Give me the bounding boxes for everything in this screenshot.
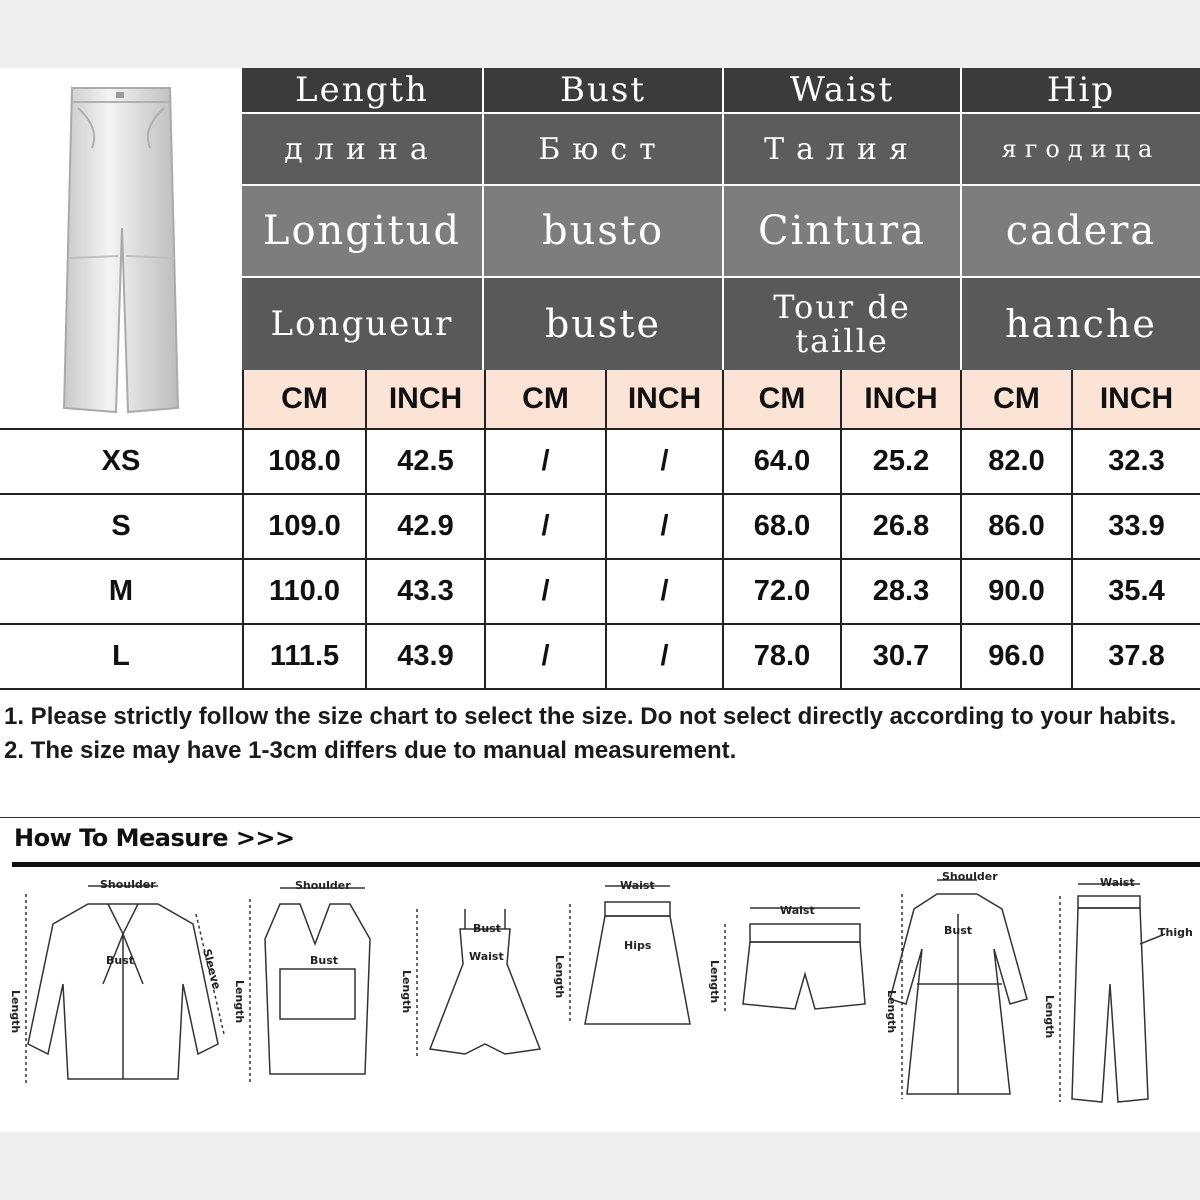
header-waist-en: Waist (724, 68, 962, 112)
header-row-english (242, 68, 1200, 112)
table-cell: 82.0 (960, 430, 1071, 493)
header-hip-fr: hanche (962, 278, 1200, 370)
header-bust-en: Bust (484, 68, 724, 112)
header-bust-ru: Бюст (484, 114, 724, 184)
tank-top-icon (233, 874, 390, 1114)
unit-cell: INCH (365, 370, 484, 428)
unit-cell: CM (242, 370, 365, 428)
thigh-label: Thigh (1158, 926, 1193, 939)
header-hip-es: cadera (962, 186, 1200, 276)
pants-icon (30, 78, 210, 418)
size-table (0, 428, 1200, 690)
unit-cell: INCH (840, 370, 960, 428)
divider (0, 817, 1200, 818)
header-row-russian (242, 114, 1200, 184)
table-cell: 108.0 (242, 430, 365, 493)
table-cell: 37.8 (1071, 625, 1200, 688)
unit-cell: INCH (1071, 370, 1200, 428)
measure-title: How To Measure >>> (14, 824, 295, 852)
size-label: M (108, 575, 134, 607)
divider (12, 862, 1200, 867)
table-cell: 90.0 (960, 560, 1071, 623)
header-waist-ru: Талия (724, 114, 962, 184)
table-cell: 111.5 (242, 625, 365, 688)
header-hip-ru: ягодица (962, 114, 1200, 184)
table-cell: 109.0 (242, 495, 365, 558)
table-cell: 25.2 (840, 430, 960, 493)
trousers-icon (1040, 874, 1200, 1114)
unit-cell: INCH (605, 370, 722, 428)
dress-icon (400, 874, 550, 1114)
table-cell: 68.0 (722, 495, 840, 558)
header-waist-es: Cintura (724, 186, 962, 276)
table-cell: 32.3 (1071, 430, 1200, 493)
length-label: Length (233, 980, 246, 1024)
size-chart-page (0, 68, 1200, 1132)
length-label: Length (1043, 995, 1056, 1039)
bust-label: Bust (310, 954, 339, 967)
waist-label: Waist (469, 950, 504, 963)
header-row-spanish (242, 186, 1200, 276)
header-waist-fr: Tour de taille (724, 278, 962, 370)
table-cell: 30.7 (840, 625, 960, 688)
sleeve-label: Sleeve (200, 947, 224, 991)
table-cell: 64.0 (722, 430, 840, 493)
measure-diagrams (0, 870, 1200, 1124)
unit-cell: CM (722, 370, 840, 428)
header-bust-es: busto (484, 186, 724, 276)
bust-label: Bust (106, 954, 135, 967)
shoulder-label: Shoulder (942, 870, 998, 883)
size-label: S (111, 510, 131, 542)
table-row (0, 625, 1200, 690)
table-cell: 28.3 (840, 560, 960, 623)
header-row-french (242, 278, 1200, 370)
note-2: 2. The size may have 1-3cm differs due to manual measurement. (4, 737, 737, 764)
table-cell: 43.3 (365, 560, 484, 623)
waist-label: Waist (620, 879, 655, 892)
note-1: 1. Please strictly follow the size chart to select the size. Do not select directly according to your habits. (4, 703, 1177, 730)
length-label: Length (9, 990, 22, 1034)
table-row (0, 495, 1200, 560)
table-cell: 33.9 (1071, 495, 1200, 558)
table-row (0, 560, 1200, 625)
table-cell: 78.0 (722, 625, 840, 688)
bust-label: Bust (473, 922, 502, 935)
table-cell: / (484, 625, 605, 688)
table-cell: / (484, 495, 605, 558)
header-length-en: Length (242, 68, 484, 112)
table-cell: 42.9 (365, 495, 484, 558)
unit-cell: CM (484, 370, 605, 428)
shoulder-label: Shoulder (295, 879, 351, 892)
table-cell: / (605, 495, 722, 558)
bust-label: Bust (944, 924, 973, 937)
shoulder-label: Shoulder (100, 878, 156, 891)
product-image (0, 68, 242, 428)
header-grid (242, 68, 1200, 370)
table-cell: 26.8 (840, 495, 960, 558)
units-row (242, 370, 1200, 428)
notes (4, 700, 1194, 768)
header-length-es: Longitud (242, 186, 484, 276)
size-label: XS (101, 445, 141, 477)
length-label: Length (400, 970, 413, 1014)
table-cell: / (484, 560, 605, 623)
table-cell: 96.0 (960, 625, 1071, 688)
table-cell: 86.0 (960, 495, 1071, 558)
table-cell: 43.9 (365, 625, 484, 688)
shorts-icon (708, 874, 870, 1114)
table-cell: 35.4 (1071, 560, 1200, 623)
table-cell: / (605, 625, 722, 688)
size-label: L (112, 640, 130, 672)
header-length-ru: длина (242, 114, 484, 184)
hips-label: Hips (624, 939, 652, 952)
header-hip-en: Hip (962, 68, 1200, 112)
table-cell: 72.0 (722, 560, 840, 623)
header-bust-fr: buste (484, 278, 724, 370)
waist-label: Waist (780, 904, 815, 917)
table-cell: / (484, 430, 605, 493)
unit-cell: CM (960, 370, 1071, 428)
skirt-icon (553, 874, 705, 1114)
table-cell: 42.5 (365, 430, 484, 493)
length-label: Length (708, 960, 721, 1004)
table-cell: 110.0 (242, 560, 365, 623)
length-label: Length (885, 990, 898, 1034)
waist-label: Waist (1100, 876, 1135, 889)
length-label: Length (553, 955, 566, 999)
table-cell: / (605, 430, 722, 493)
table-row (0, 430, 1200, 495)
coat-icon (882, 870, 1032, 1114)
blouse-icon (9, 874, 228, 1114)
header-length-fr: Longueur (242, 278, 484, 370)
table-cell: / (605, 560, 722, 623)
